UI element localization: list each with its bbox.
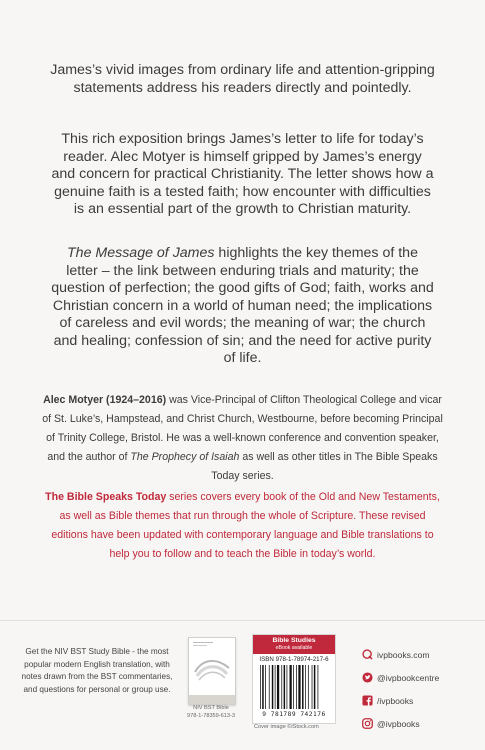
book-title-italic: The Message of James [67, 245, 215, 261]
series-blurb [40, 488, 445, 564]
barcode-category: Bible Studies [272, 637, 316, 644]
social-label-instagram: @ivpbooks [377, 718, 420, 729]
barcode-ebook-note: eBook available [275, 645, 313, 651]
barcode-digits: 9 781789 742176 [262, 711, 326, 718]
barcode-bars [259, 665, 329, 709]
social-links [362, 643, 477, 735]
blurb-paragraph-3 [50, 245, 435, 368]
bst-bible-caption [180, 705, 242, 720]
blurb-paragraph-1: James’s vivid images from ordinary life and attention-gripping statements address his readers directly and pointedly. [50, 62, 435, 96]
social-link-twitter[interactable] [362, 666, 477, 689]
instagram-icon [362, 718, 373, 729]
bst-bible-caption-title: NIV BST Bible [193, 705, 229, 711]
social-label-website: ivpbooks.com [377, 649, 430, 660]
social-link-website[interactable] [362, 643, 477, 666]
author-name: Alec Motyer (1924–2016) [43, 394, 167, 406]
ivp-q-icon [362, 649, 373, 660]
bst-bible-caption-isbn: 978-1-78359-613-3 [187, 712, 235, 719]
facebook-icon [362, 695, 373, 706]
blurb-paragraph-2: This rich exposition brings James’s letter to life for today’s reader. Alec Motyer is himself gripped by James’s energy and concern for practical Christianity. The letter shows how a genuine faith is a tested faith; how encounter with difficulties is an essential part of the growth to Christian maturity. [51, 131, 434, 217]
author-bio-text-1: was Vice-Principal of Clifton Theological College and vicar of St. Luke’s, Hampstead, and Christ Church, Westbourne, before becoming Principal of Trinity College, Bristol. He was a well-known conference and convention speaker, and the author of [42, 394, 443, 463]
author-bio [40, 391, 445, 486]
series-name: The Bible Speaks Today [45, 491, 167, 503]
social-label-facebook: /ivpbooks [377, 695, 414, 706]
bst-cover-footer-bar [189, 695, 235, 704]
barcode-category-header [253, 635, 335, 654]
barcode-panel [252, 634, 336, 724]
social-link-instagram[interactable] [362, 712, 477, 735]
bst-bible-promo-text: Get the NIV BST Study Bible - the most popular modern English translation, with notes drawn from the BST commentaries, and questions for personal or group use. [21, 647, 173, 694]
blurb-paragraph-3-text: highlights the key themes of the letter – the link between enduring trials and maturity; the question of perfection; the good gifts of God; faith, works and Christian concern in a world of human need; the implications of careless and evil words; the meaning of war; the church and healing; confession of sin; and the need for active purity of life. [51, 245, 434, 366]
footer-divider [0, 620, 485, 621]
bst-cover-header-marks [193, 642, 231, 646]
author-book-title: The Prophecy of Isaiah [130, 451, 240, 463]
author-bio-text-2: as well as other titles in The Bible Speaks Today series. [211, 451, 438, 482]
twitter-icon [362, 672, 373, 683]
isbn-text: ISBN 978-1-78974-217-6 [259, 656, 329, 663]
bst-cover-swirl-graphic [193, 654, 231, 684]
cover-image-credit: Cover image ©iStock.com [254, 724, 319, 730]
social-label-twitter: @ivpbookcentre [377, 672, 440, 683]
bst-bible-cover-image [188, 637, 236, 705]
series-blurb-text: series covers every book of the Old and New Testaments, as well as Bible themes that run through the whole of Scripture. These revised editions have been updated with contemporary language and Bible translations to help you to follow and to teach the Bible in today’s world. [51, 491, 440, 560]
social-link-facebook[interactable] [362, 689, 477, 712]
